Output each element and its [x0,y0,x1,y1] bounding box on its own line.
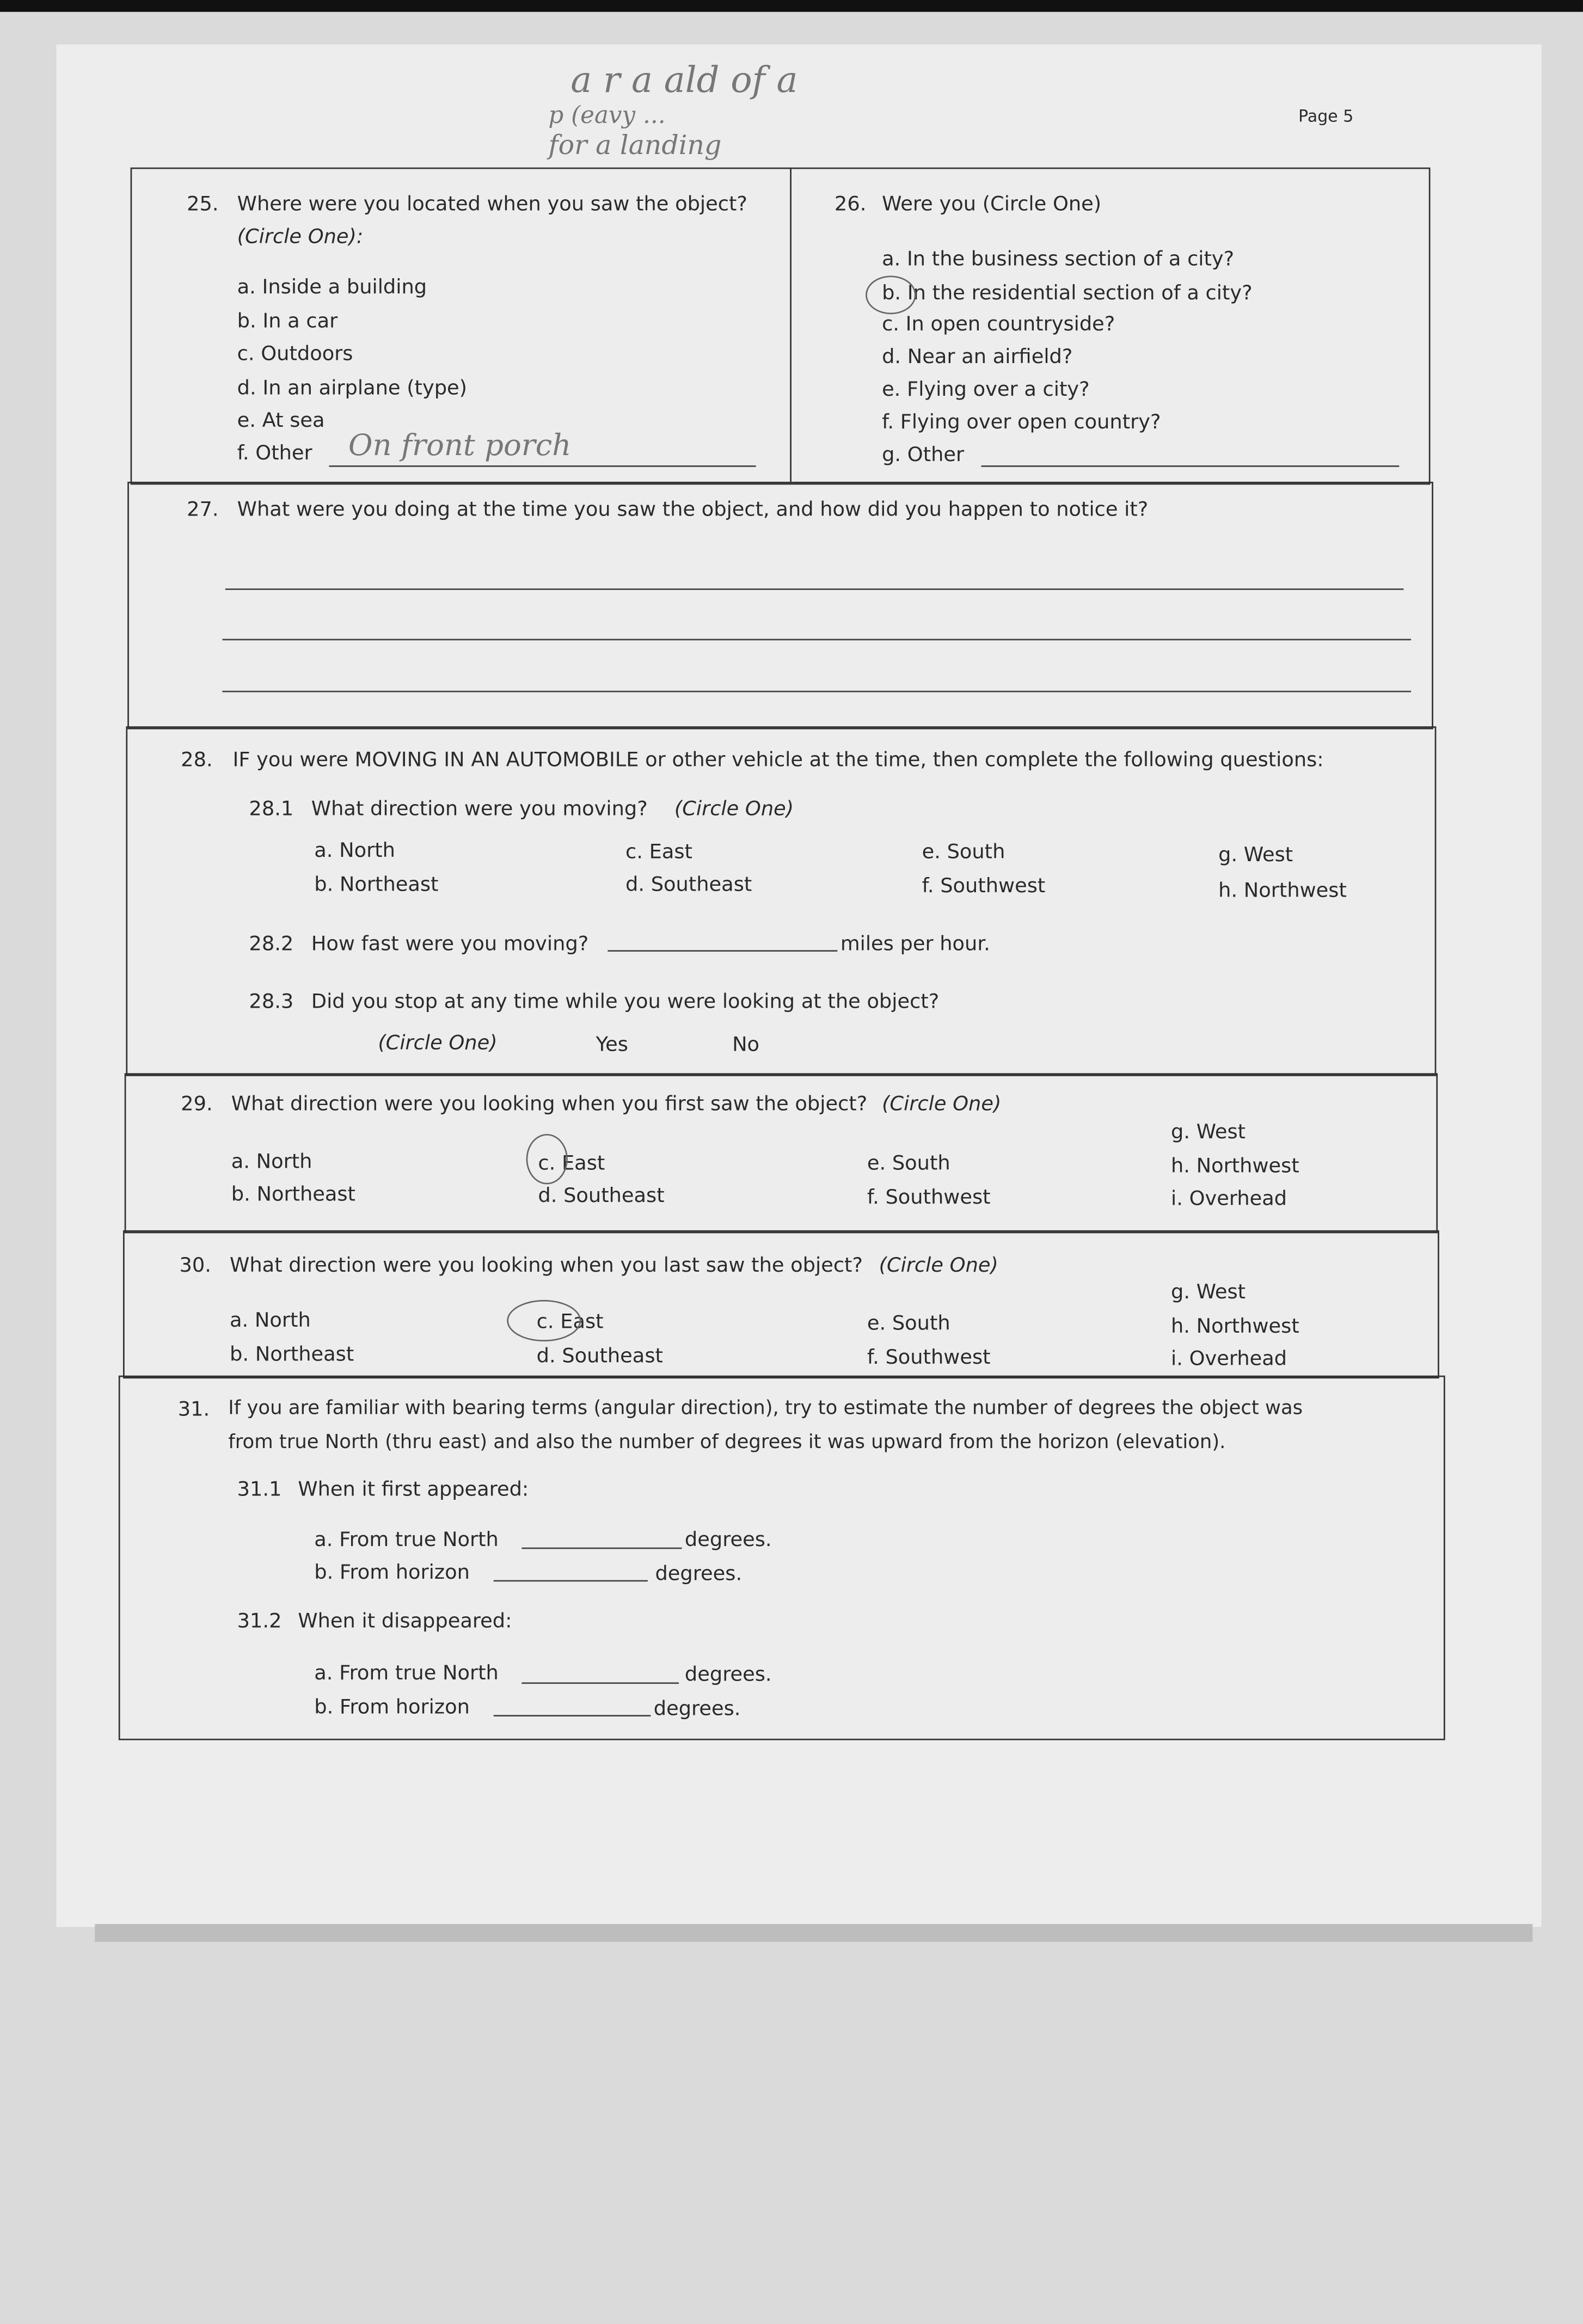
handwritten-note-2: p (eavy ... [548,101,666,129]
q29-option-i[interactable]: i. Overhead [1171,1187,1287,1211]
q26-option-c[interactable]: c. In open countryside? [882,312,1115,337]
q26-option-f[interactable]: f. Flying over open country? [882,410,1161,434]
q30-number: 30. [179,1254,211,1278]
q27-number: 27. [187,498,219,522]
q28-number: 28. [181,749,213,772]
q26-number: 26. [834,192,867,217]
q31-1-number: 31.1 [237,1477,282,1502]
q25-other-field[interactable] [329,465,756,467]
q31-2-north-field[interactable] [521,1682,679,1684]
q30-option-g[interactable]: g. West [1171,1280,1246,1305]
scan-shadow [95,1924,1532,1942]
q26-option-d[interactable]: d. Near an airfield? [882,345,1073,369]
q30-option-c[interactable]: c. East [536,1310,604,1334]
q26-option-e[interactable]: e. Flying over a city? [882,378,1090,402]
q28-1-option-f[interactable]: f. Southwest [922,874,1046,899]
q31-number: 31. [177,1397,210,1422]
scan-border [0,0,1583,12]
q30-option-e[interactable]: e. South [867,1311,950,1336]
q25-option-c[interactable]: c. Outdoors [237,342,353,366]
q28-3-number: 28.3 [249,990,294,1014]
q28-2-number: 28.2 [249,932,294,956]
q28-2-speed-field[interactable] [608,950,837,952]
q28-1-option-a[interactable]: a. North [314,839,395,863]
q31-1-a-unit: degrees. [684,1528,772,1552]
q28-3-yes[interactable]: Yes [596,1033,628,1057]
q25-other-answer: On front porch [348,427,572,463]
q29-circle-mark [526,1134,568,1185]
q30-option-b[interactable]: b. Northeast [230,1342,354,1367]
q27-answer-line-3[interactable] [222,691,1411,692]
q31-1-north-field[interactable] [521,1548,682,1549]
q30-sub: (Circle One) [879,1254,998,1278]
q28-1-number: 28.1 [249,797,294,821]
q30-option-i[interactable]: i. Overhead [1171,1347,1287,1371]
q27-answer-line-1[interactable] [225,588,1404,590]
q29-option-g[interactable]: g. West [1171,1120,1246,1145]
q31-1-b-label: b. From horizon [314,1561,470,1585]
q28-1-text: What direction were you moving? [311,797,648,821]
q31-2-b-label: b. From horizon [314,1695,470,1720]
page-number: Page 5 [1298,107,1354,126]
q30-text: What direction were you looking when you last saw the object? [230,1254,863,1278]
q27-text: What were you doing at the time you saw the object, and how did you happen to notice it? [237,498,1149,522]
q25-option-a[interactable]: a. Inside a building [237,275,427,300]
q29-option-d[interactable]: d. Southeast [538,1184,665,1209]
handwritten-note-1: a r a ald of a [570,59,798,101]
q29-option-e[interactable]: e. South [867,1151,950,1176]
q31-1-horizon-field[interactable] [494,1580,648,1582]
q29-text: What direction were you looking when you first saw the object? [231,1092,868,1117]
q31-2-a-unit: degrees. [684,1663,772,1687]
q31-2-number: 31.2 [237,1609,282,1634]
q25-option-f[interactable]: f. Other [237,442,312,465]
q28-3-sub: (Circle One) [378,1032,498,1056]
handwritten-note-3: for a landing [548,130,722,162]
q28-3-text: Did you stop at any time while you were looking at the object? [311,990,940,1014]
q28-1-option-g[interactable]: g. West [1218,843,1293,867]
q31-text-line-2: from true North (thru east) and also the number of degrees it was upward from the horizon (elevation). [228,1432,1226,1455]
q29-option-c[interactable]: c. East [538,1151,605,1176]
q28-1-option-d[interactable]: d. Southeast [625,873,752,897]
q26-circle-mark [866,275,916,314]
q26-other-field[interactable] [981,465,1399,467]
q28-3-no[interactable]: No [732,1033,760,1057]
q28-1-option-b[interactable]: b. Northeast [314,873,439,897]
q30-option-a[interactable]: a. North [230,1309,311,1333]
q29-option-b[interactable]: b. Northeast [231,1182,356,1207]
q31-1-a-label: a. From true North [314,1528,499,1552]
q28-1-option-c[interactable]: c. East [625,840,692,864]
q25-text: Where were you located when you saw the object? [237,192,747,217]
q25-sub: (Circle One): [237,225,364,249]
q25-option-d[interactable]: d. In an airplane (type) [237,376,468,401]
q25-option-e[interactable]: e. At sea [237,409,325,433]
q31-1-b-unit: degrees. [655,1562,743,1586]
q29-option-f[interactable]: f. Southwest [867,1186,991,1210]
q28-2-text: How fast were you moving? [311,932,589,956]
q29-option-h[interactable]: h. Northwest [1171,1155,1299,1179]
q28-1-option-h[interactable]: h. Northwest [1218,879,1347,903]
q30-option-h[interactable]: h. Northwest [1171,1315,1299,1339]
q28-1-sub: (Circle One) [674,797,794,821]
q31-text-line-1: If you are familiar with bearing terms (angular direction), try to estimate the number of degrees the object was [228,1397,1303,1420]
q26-option-b[interactable]: b. In the residential section of a city? [882,281,1253,305]
q31-2-text: When it disappeared: [298,1609,512,1634]
q31-2-a-label: a. From true North [314,1661,499,1685]
q30-option-d[interactable]: d. Southeast [536,1344,663,1369]
q26-option-g[interactable]: g. Other [882,443,965,467]
q25-number: 25. [187,192,219,217]
q26-option-a[interactable]: a. In the business section of a city? [882,247,1235,272]
q31-1-text: When it first appeared: [298,1477,529,1502]
q30-option-f[interactable]: f. Southwest [867,1346,991,1370]
q28-2-suffix: miles per hour. [840,932,990,956]
q29-option-a[interactable]: a. North [231,1150,312,1174]
q31-2-horizon-field[interactable] [494,1715,651,1716]
q25-option-b[interactable]: b. In a car [237,310,338,334]
q28-1-option-e[interactable]: e. South [922,840,1005,864]
q27-answer-line-2[interactable] [222,639,1411,641]
q29-number: 29. [181,1092,213,1117]
q28-text: IF you were MOVING IN AN AUTOMOBILE or other vehicle at the time, then complete the following questions: [232,749,1324,772]
divider [790,168,792,482]
q31-2-b-unit: degrees. [653,1697,741,1721]
q29-sub: (Circle One) [882,1092,1002,1117]
section-31 [119,1376,1445,1740]
q26-text: Were you (Circle One) [882,192,1102,217]
q30-circle-mark [507,1300,581,1341]
